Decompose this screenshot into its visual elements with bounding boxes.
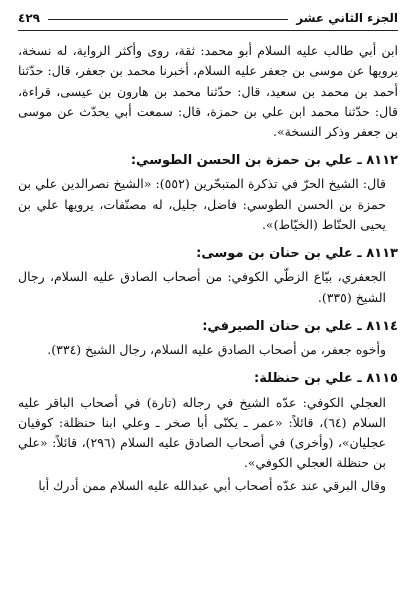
book-page	[18, 8, 398, 604]
entry-paragraph: الجعفري، بيّاع الزطّي الكوفي: من أصحاب الصادق عليه السلام، رجال الشيخ (٣٣٥).	[18, 269, 386, 305]
entry-paragraph: العجلي الكوفي: عدّه الشيخ في رجاله (تارة) في أصحاب الباقر عليه السلام (٦٤)، قائلاً: «عمر ـ يكنّى أبا صخر ـ وعلي ابنا حنظلة: كوفيان عجليان»، (وأخرى) في أصحاب الصادق عليه السلام (٢٩٦)، قائلاً: «علي بن حنظلة العجلي الكوفي».	[18, 394, 386, 471]
running-header	[18, 8, 398, 31]
entry-heading: ٨١١٣ ـ علي بن حنان بن موسى:	[196, 246, 398, 262]
entry-body	[18, 267, 386, 308]
entry-body	[18, 393, 386, 496]
entry-8113	[18, 245, 398, 308]
entry-8114	[18, 318, 398, 360]
header-rule	[48, 19, 288, 20]
entry-heading: ٨١١٤ ـ علي بن حنان الصيرفي:	[202, 318, 398, 334]
entry-8112	[18, 152, 398, 235]
page-number: ٤٢٩	[18, 11, 40, 25]
entry-paragraph: وقال البرقي عند عدّه أصحاب أبي عبدالله عليه السلام ممن أدرك أبا	[38, 477, 386, 493]
intro-paragraph: ابن أبي طالب عليه السلام أبو محمد: ثقة، روى وأكثر الرواية، له نسخة، يرويها عن موسى بن جعفر عليه السلام، أخبرنا محمد بن جعفر، قال: حدّثنا أحمد بن محمد بن سعيد، قال: حدّثنا محمد بن هارون بن عيسى، قراءة، قال: حدّثنا محمد ابن علي بن حمزة، قال: سمعت أبي يحدّث عن موسى بن جعفر وذكر النسخة».	[18, 43, 398, 139]
entry-8115	[18, 370, 398, 495]
entry-body	[18, 174, 386, 235]
entry-heading: ٨١١٢ ـ علي بن حمزة بن الحسن الطوسي:	[130, 153, 398, 169]
entry-paragraph: قال: الشيخ الحرّ في تذكرة المتبحّرين (٥٥٢): «الشيخ نصرالدين علي بن حمزة بن الحسن الطوسي: فاضل، جليل، له مصنّفات، يرويها علي بن يحيى الحنّاط (الخيّاط)».	[18, 176, 386, 232]
entry-body	[18, 340, 386, 360]
entry-heading: ٨١١٥ ـ علي بن حنظلة:	[254, 371, 398, 387]
entry-paragraph: وأخوه جعفر، من أصحاب الصادق عليه السلام، رجال الشيخ (٣٣٤).	[47, 342, 386, 358]
running-header-title: الجزء الثاني عشر	[296, 11, 398, 25]
